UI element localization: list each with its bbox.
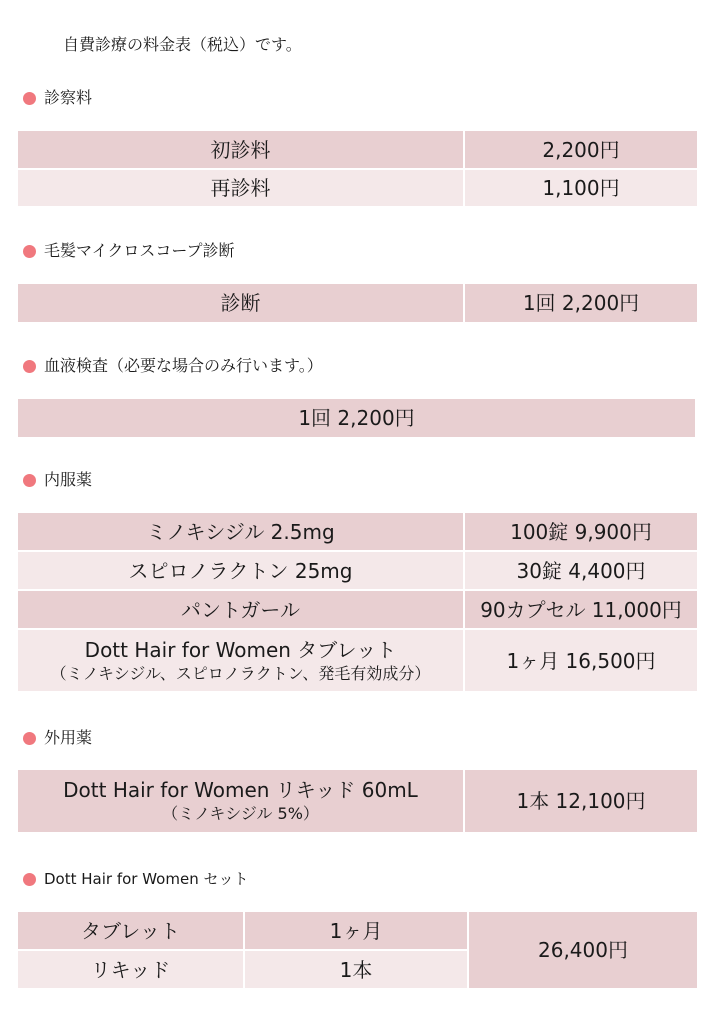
item-cell: 再診料: [17, 169, 464, 207]
item-cell: リキッド: [17, 950, 244, 989]
section-title: 血液検査（必要な場合のみ行います。）: [44, 356, 323, 375]
item-cell: スピロノラクトン 25mg: [17, 551, 464, 590]
item-name: Dott Hair for Women リキッド 60mL: [63, 778, 418, 802]
price-cell: 1回 2,200円: [464, 283, 698, 323]
topical-medicine-fee-table: [16, 768, 699, 834]
price-cell: 2,200円: [464, 130, 698, 169]
table-row: [17, 512, 698, 551]
section-heading-oral-medicine: [23, 469, 92, 491]
section-heading-set: [23, 868, 248, 890]
item-cell: パントガール: [17, 590, 464, 629]
price-cell: 1回 2,200円: [17, 398, 696, 438]
price-cell: 26,400円: [468, 911, 698, 989]
microscope-fee-table: [16, 282, 699, 324]
bullet-icon: [23, 92, 36, 105]
section-heading-microscope: [23, 240, 235, 262]
section-title: 内服薬: [44, 470, 93, 489]
table-row: [17, 398, 696, 438]
item-note: （ミノキシジル、スピロノラクトン、発毛有効成分）: [50, 663, 431, 683]
table-row: [17, 169, 698, 207]
price-cell: 1,100円: [464, 169, 698, 207]
bullet-icon: [23, 732, 36, 745]
item-cell: [17, 769, 464, 833]
item-cell: タブレット: [17, 911, 244, 950]
qty-cell: 1本: [244, 950, 468, 989]
item-name: Dott Hair for Women タブレット: [84, 637, 397, 662]
oral-medicine-fee-table: [16, 511, 699, 693]
item-cell: 初診料: [17, 130, 464, 169]
section-heading-blood-test: [23, 355, 323, 377]
qty-cell: 1ヶ月: [244, 911, 468, 950]
section-title: 毛髪マイクロスコープ診断: [44, 241, 235, 260]
bullet-icon: [23, 474, 36, 487]
item-cell: [17, 629, 464, 692]
item-note: （ミノキシジル 5%）: [162, 804, 319, 823]
price-cell: 30錠 4,400円: [464, 551, 698, 590]
bullet-icon: [23, 245, 36, 258]
set-fee-table: [16, 910, 699, 990]
item-cell: ミノキシジル 2.5mg: [17, 512, 464, 551]
table-row: [17, 590, 698, 629]
table-row: [17, 911, 698, 950]
section-title: 診察料: [44, 88, 93, 107]
table-row: [17, 130, 698, 169]
intro-text: 自費診療の料金表（税込）です。: [63, 35, 302, 54]
table-row: [17, 769, 698, 833]
price-cell: 90カプセル 11,000円: [464, 590, 698, 629]
price-cell: 100錠 9,900円: [464, 512, 698, 551]
price-cell: 1本 12,100円: [464, 769, 698, 833]
table-row: [17, 629, 698, 692]
bullet-icon: [23, 360, 36, 373]
table-row: [17, 283, 698, 323]
consultation-fee-table: [16, 129, 699, 208]
section-heading-consultation: [23, 87, 92, 109]
section-title: 外用薬: [44, 728, 93, 747]
bullet-icon: [23, 873, 36, 886]
section-title: Dott Hair for Women セット: [44, 870, 249, 888]
table-row: [17, 551, 698, 590]
price-cell: 1ヶ月 16,500円: [464, 629, 698, 692]
item-cell: 診断: [17, 283, 464, 323]
section-heading-topical-medicine: [23, 727, 92, 749]
blood-test-fee-table: [16, 397, 697, 439]
